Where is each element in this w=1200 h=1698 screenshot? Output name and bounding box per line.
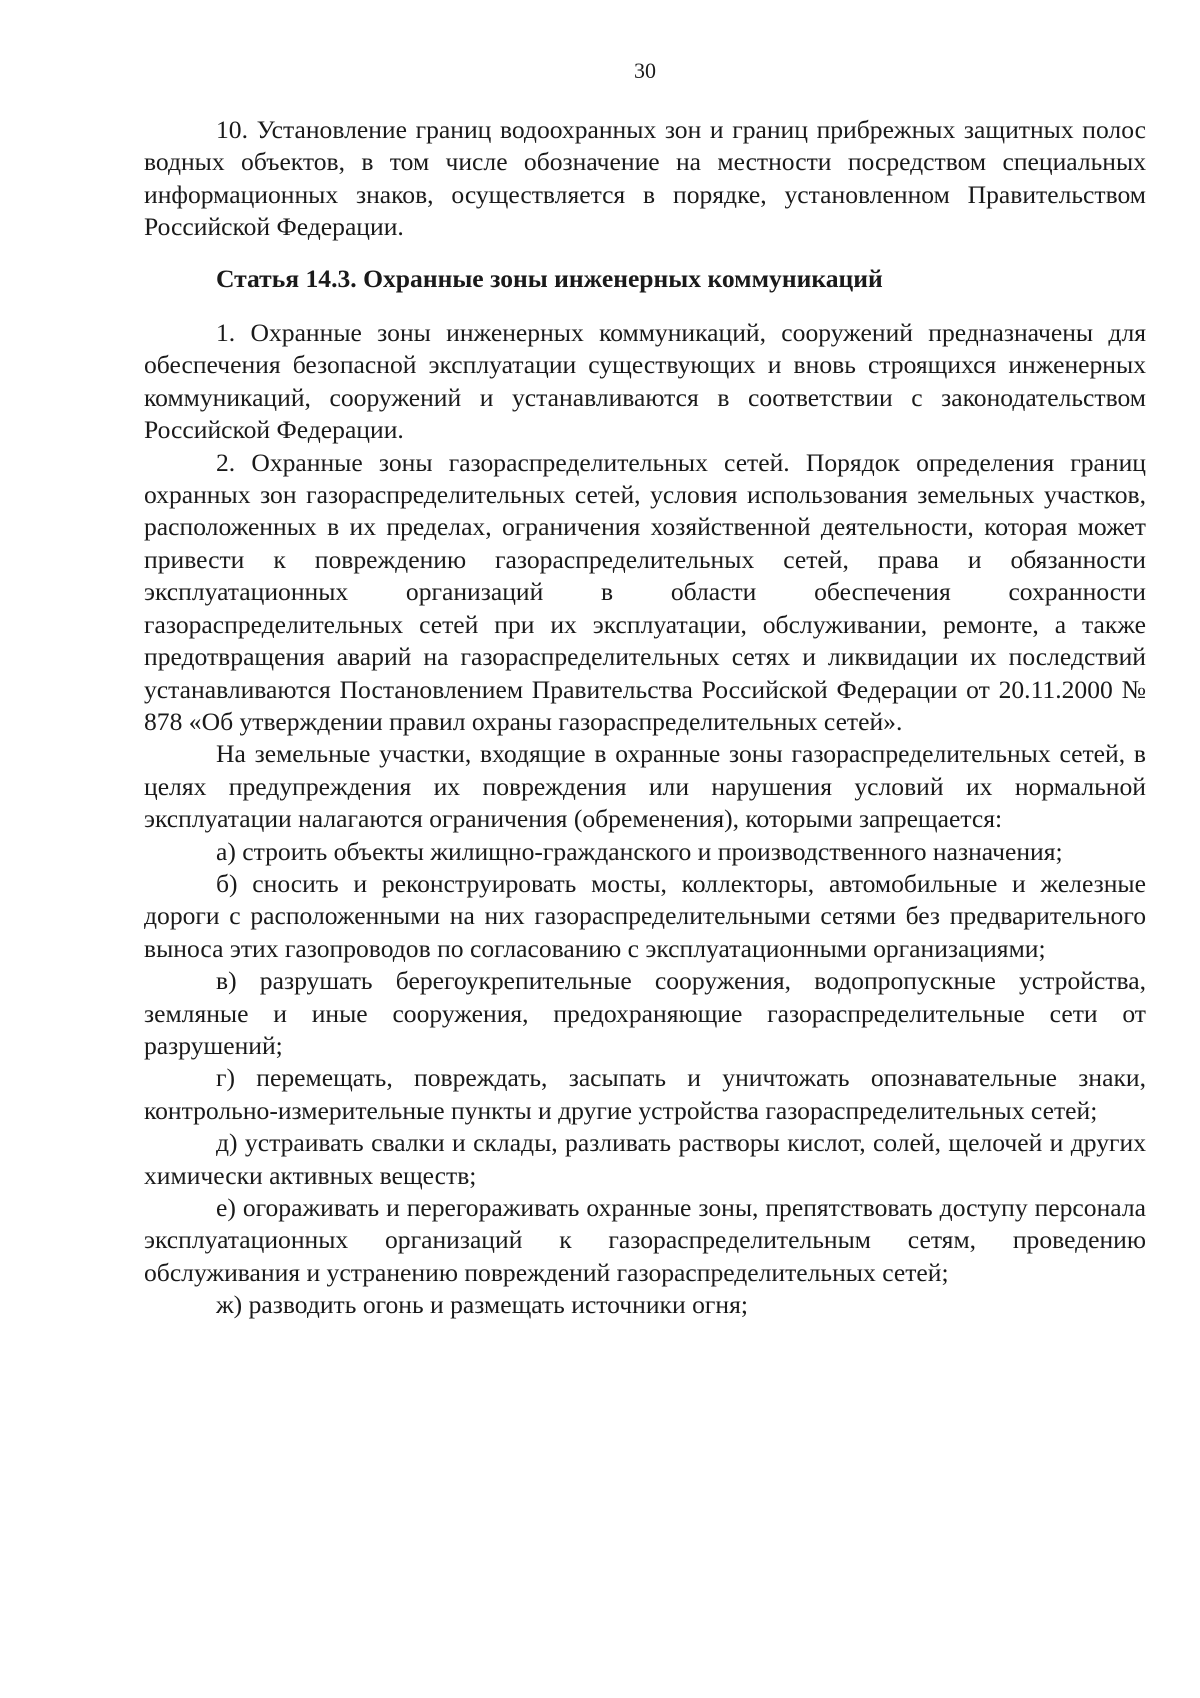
document-body [144, 114, 1146, 1322]
list-item-d: д) устраивать свалки и склады, разливать растворы кислот, солей, щелочей и других химически активных веществ; [144, 1128, 1146, 1190]
paragraph-restrictions-intro: На земельные участки, входящие в охранные зоны газораспределительных сетей, в целях предупреждения их повреждения или нарушения условий их нормальной эксплуатации налагаются ограничения (обременения), которыми запрещается: [144, 739, 1146, 834]
paragraph-2: 2. Охранные зоны газораспределительных сетей. Порядок определения границ охранных зон газораспределительных сетей, условия использования земельных участков, расположенных в их пределах, ограничения хозяйственной деятельности, которая может привести к повреждению газораспределительных сетей, права и обязанности эксплуатационных организаций в области обеспечения сохранности газораспределительных сетей при их эксплуатации, обслуживании, ремонте, а также предотвращения аварий на газораспределительных сетях и ликвидации их последствий устанавливаются Постановлением Правительства Российской Федерации от 20.11.2000 № 878 «Об утверждении правил охраны газораспределительных сетей». [144, 447, 1146, 736]
list-item-g: г) перемещать, повреждать, засыпать и уничтожать опознавательные знаки, контрольно-измерительные пункты и другие устройства газораспределительных сетей; [144, 1063, 1146, 1125]
page-number: 30 [634, 58, 656, 83]
list-item-v: в) разрушать берегоукрепительные сооружения, водопропускные устройства, земляные и иные сооружения, предохраняющие газораспределительные сети от разрушений; [144, 966, 1146, 1060]
list-item-b: б) сносить и реконструировать мосты, коллекторы, автомобильные и железные дороги с расположенными на них газораспределительными сетями без предварительного выноса этих газопроводов по согласованию с эксплуатационными организациями; [144, 868, 1146, 963]
article-heading: Статья 14.3. Охранные зоны инженерных коммуникаций [216, 263, 883, 293]
list-item-a: а) строить объекты жилищно-гражданского и производственного назначения; [216, 836, 1063, 866]
list-item-zh: ж) разводить огонь и размещать источники огня; [216, 1290, 748, 1320]
paragraph-1: 1. Охранные зоны инженерных коммуникаций, сооружений предназначены для обеспечения безопасной эксплуатации существующих и вновь строящихся инженерных коммуникаций, сооружений и устанавливаются в соответствии с законодательством Российской Федерации. [144, 318, 1146, 445]
list-item-e: е) огораживать и перегораживать охранные зоны, препятствовать доступу персонала эксплуатационных организаций к газораспределительным сетям, проведению обслуживания и устранению повреждений газораспределительных сетей; [144, 1193, 1146, 1287]
paragraph-10-water-zones: 10. Установление границ водоохранных зон и границ прибрежных защитных полос водных объектов, в том числе обозначение на местности посредством специальных информационных знаков, осуществляется в порядке, установленном Правительством Российской Федерации. [144, 115, 1146, 242]
